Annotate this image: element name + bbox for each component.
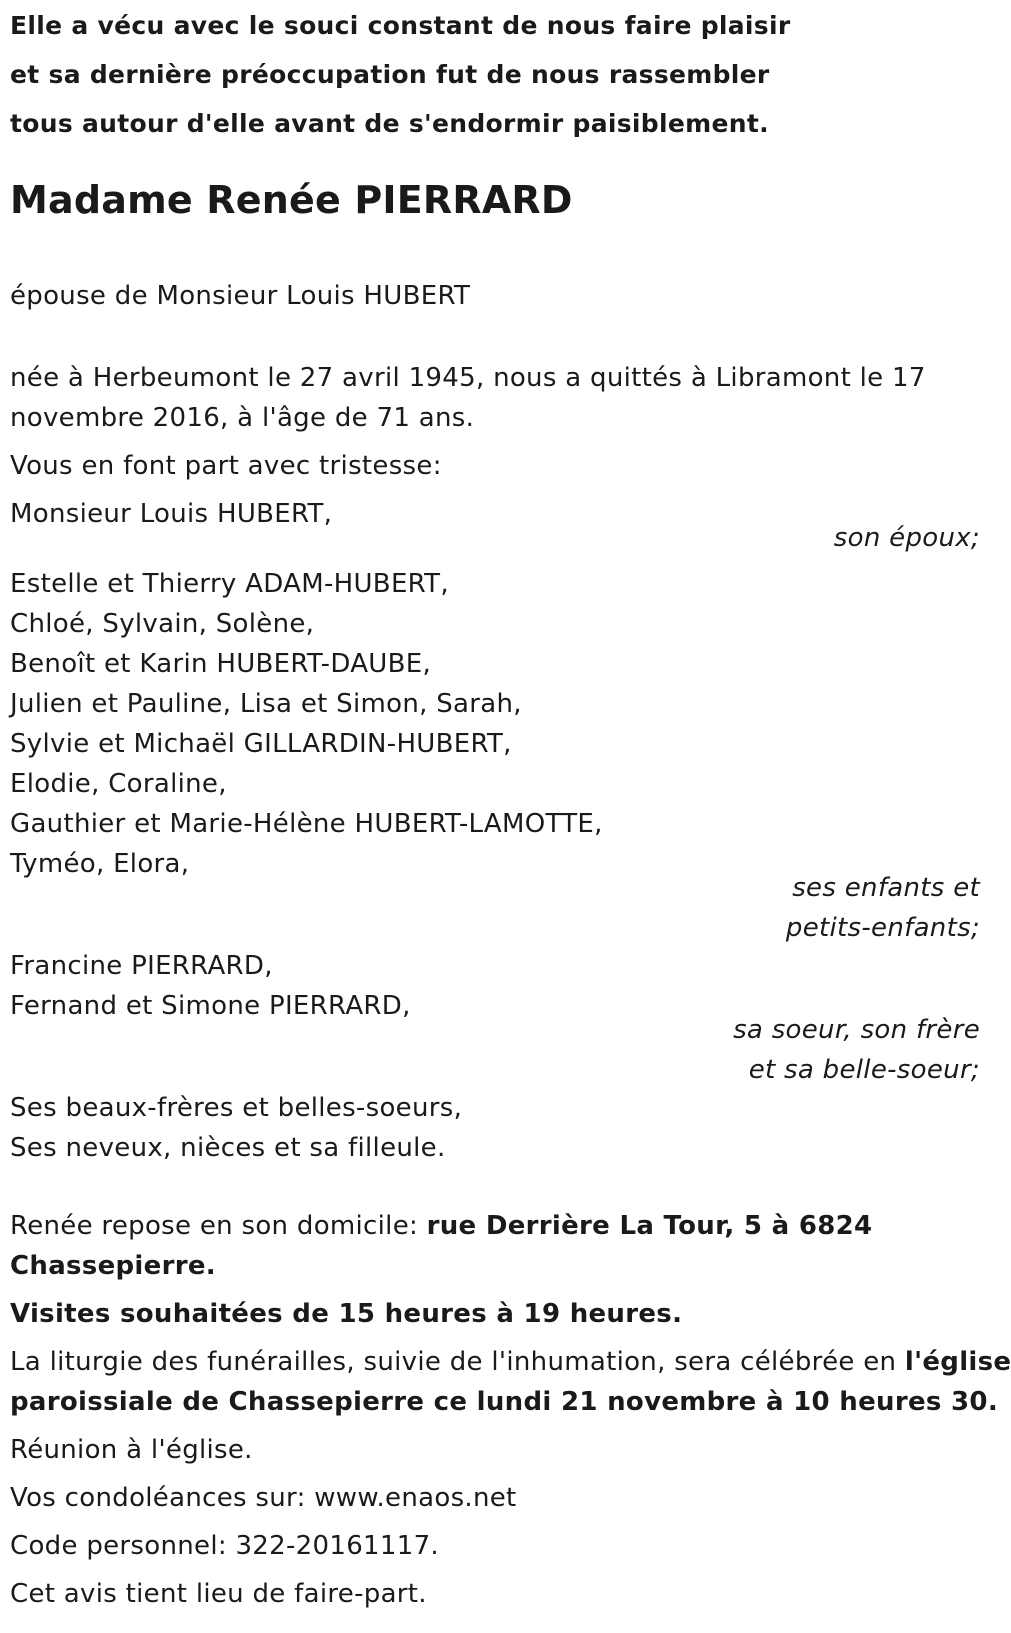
family-name: Fernand et Simone PIERRARD, — [10, 991, 411, 1021]
family-name: Francine PIERRARD, — [10, 951, 273, 981]
family-name: Sylvie et Michaël GILLARDIN-HUBERT, — [10, 729, 512, 759]
rest-prefix: Renée repose en son domicile: — [10, 1211, 427, 1241]
birth-death-details — [10, 358, 990, 438]
announce-text: Vous en font part avec tristesse: — [10, 451, 442, 481]
liturgy-place: l'église — [904, 1347, 1011, 1377]
deceased-name: Madame Renée PIERRARD — [10, 178, 573, 222]
rest-address-town: Chassepierre. — [10, 1251, 216, 1281]
relation-line: petits-enfants; — [785, 913, 980, 943]
meeting-text: Réunion à l'église. — [10, 1435, 253, 1465]
condolences-text: Vos condoléances sur: www.enaos.net — [10, 1483, 517, 1513]
birth-line: née à Herbeumont le 27 avril 1945, nous a quittés à Libramont le 17 — [10, 363, 926, 393]
family-name: Monsieur Louis HUBERT, — [10, 499, 333, 529]
family-name: Estelle et Thierry ADAM-HUBERT, — [10, 569, 449, 599]
intro-line: et sa dernière préoccupation fut de nous rassembler — [10, 60, 770, 89]
visits-text: Visites souhaitées de 15 heures à 19 heures. — [10, 1299, 683, 1329]
family-group-others — [10, 1088, 990, 1168]
family-name: Tyméo, Elora, — [10, 849, 190, 879]
family-name: Benoît et Karin HUBERT-DAUBE, — [10, 649, 432, 679]
intro-line: Elle a vécu avec le souci constant de nous faire plaisir — [10, 11, 791, 40]
birth-line: novembre 2016, à l'âge de 71 ans. — [10, 403, 475, 433]
liturgy-details: paroissiale de Chassepierre ce lundi 21 novembre à 10 heures 30. — [10, 1387, 998, 1417]
personal-code: Code personnel: 322-20161117. — [10, 1531, 439, 1561]
liturgy-text — [10, 1342, 1011, 1422]
spouse-line: épouse de Monsieur Louis HUBERT — [10, 281, 471, 311]
intro-line: tous autour d'elle avant de s'endormir paisiblement. — [10, 109, 769, 138]
rest-location — [10, 1206, 990, 1286]
relation-line: ses enfants et — [792, 873, 980, 903]
relation-line: son époux; — [833, 523, 980, 553]
family-name: Gauthier et Marie-Hélène HUBERT-LAMOTTE, — [10, 809, 603, 839]
family-name: Julien et Pauline, Lisa et Simon, Sarah, — [10, 689, 522, 719]
family-name: Chloé, Sylvain, Solène, — [10, 609, 315, 639]
relation-line: et sa belle-soeur; — [748, 1055, 980, 1085]
family-name: Elodie, Coraline, — [10, 769, 227, 799]
family-name: Ses beaux-frères et belles-soeurs, — [10, 1093, 463, 1123]
liturgy-prefix: La liturgie des funérailles, suivie de l'inhumation, sera célébrée en — [10, 1347, 905, 1377]
intro-quote — [10, 0, 990, 148]
rest-address: rue Derrière La Tour, 5 à 6824 — [426, 1211, 873, 1241]
relation-line: sa soeur, son frère — [733, 1015, 980, 1045]
family-name: Ses neveux, nièces et sa filleule. — [10, 1133, 446, 1163]
family-group-children — [10, 564, 990, 884]
notice-text: Cet avis tient lieu de faire-part. — [10, 1579, 427, 1609]
